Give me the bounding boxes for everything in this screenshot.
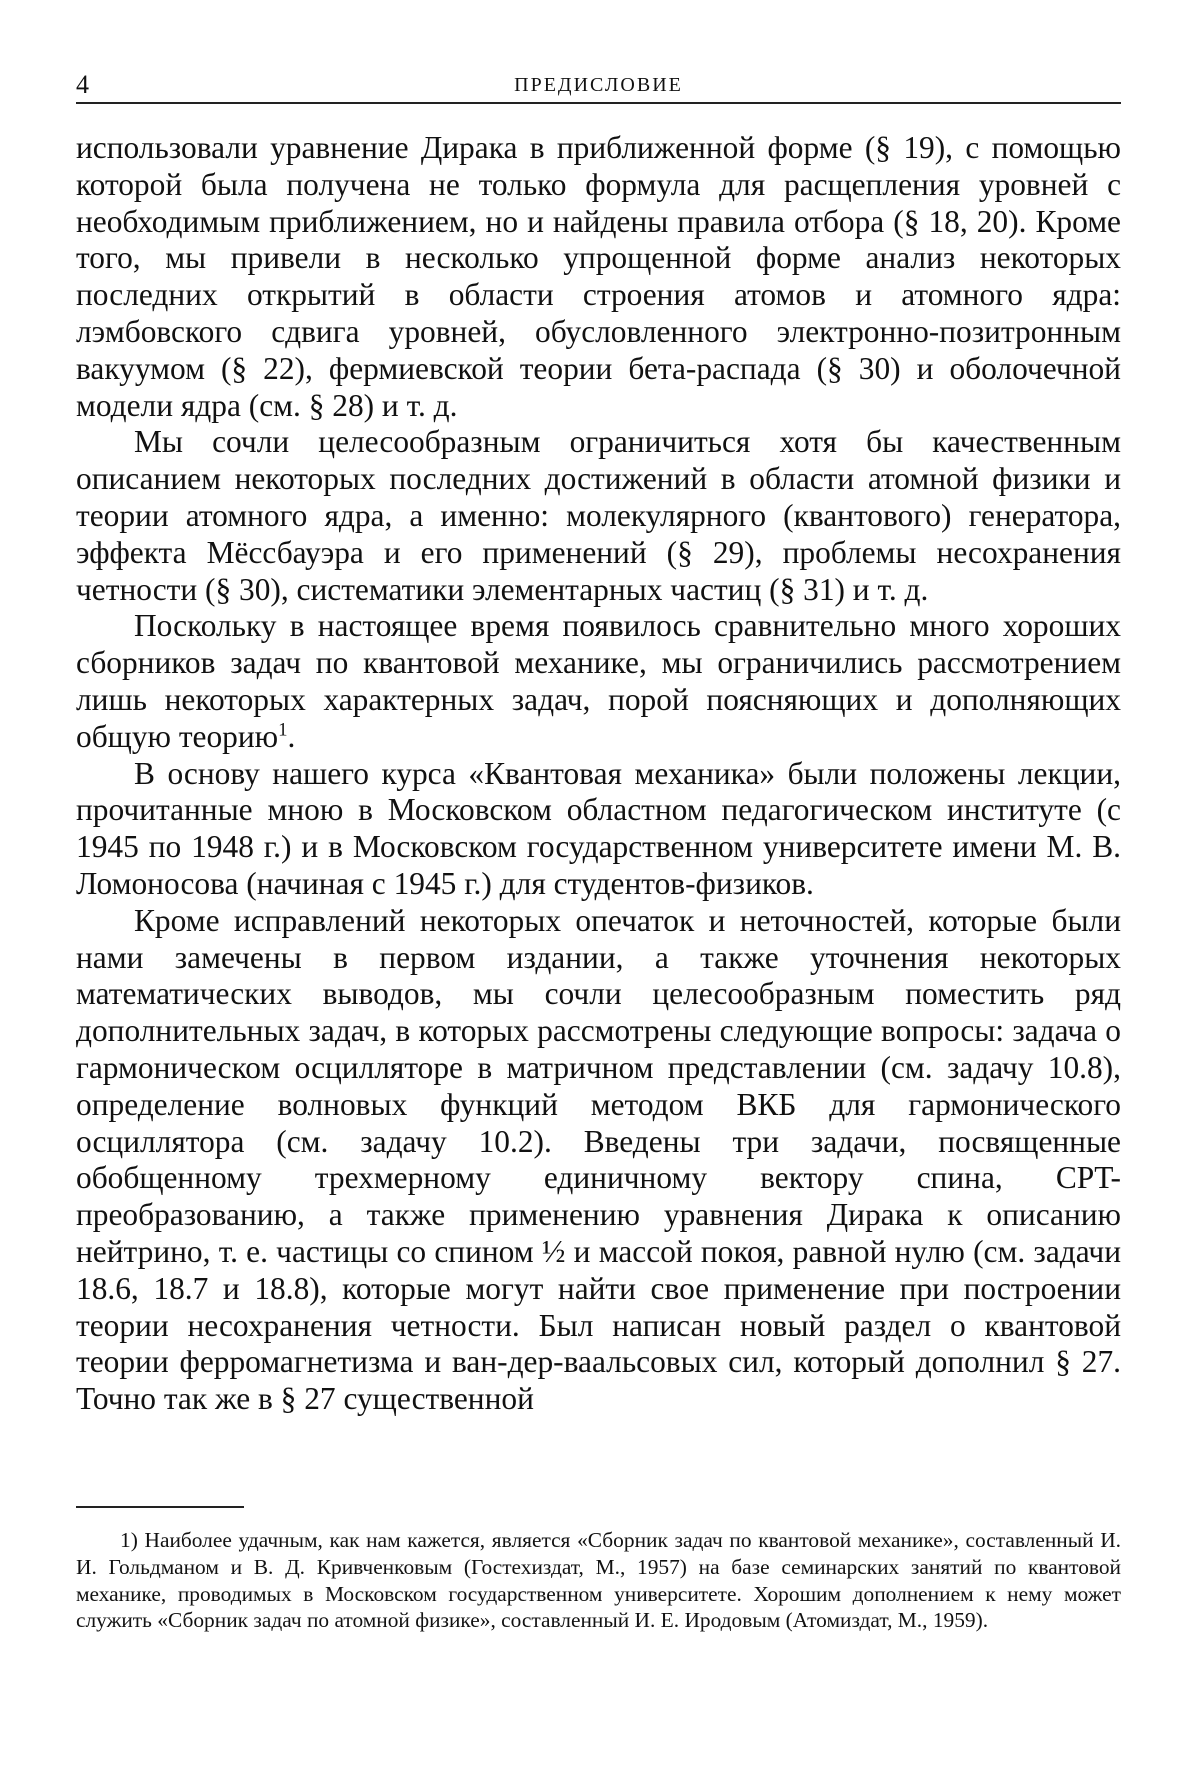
paragraph-3-tail: . [287, 718, 296, 754]
footnote-rule [76, 1506, 244, 1508]
page-header [76, 70, 1121, 104]
page-number: 4 [76, 70, 89, 99]
paragraph-4: В основу нашего курса «Квантовая механика» были положены лекции, прочитанные мною в Московском областном педагогическом институте (с 1945 по 1948 г.) и в Московском государственном университете имени М. В. Ломоносова (начиная с 1945 г.) для студентов-физиков. [76, 755, 1121, 901]
paragraph-5: Кроме исправлений некоторых опечаток и неточностей, которые были нами замечены в первом издании, а также уточнения некоторых математических выводов, мы сочли целесообразным поместить ряд дополнительных задач, в которых рассмотрены следующие вопросы: задача о гармоническом осцилляторе в матричном представлении (см. задачу 10.8), определение волновых функций методом ВКБ для гармонического осциллятора (см. задачу 10.2). Введены три задачи, посвященные обобщенному трехмерному единичному вектору спина, CPT-преобразованию, а также применению уравнения Дирака к описанию нейтрино, т. е. частицы со спином ½ и массой покоя, равной нулю (см. задачи 18.6, 18.7 и 18.8), которые могут найти свое применение при построении теории несохранения четности. Был написан новый раздел о квантовой теории ферромагнетизма и ван-дер-ваальсовых сил, который дополнил § 27. Точно так же в § 27 существенной [76, 902, 1121, 1417]
footnote-reference: 1 [278, 719, 288, 741]
footnote-text: Наиболее удачным, как нам кажется, является «Сборник задач по квантовой механике», составленный И. И. Гольдманом и В. Д. Кривченковым (Гостехиздат, М., 1957) на базе семинарских занятий по квантовой механике, проводимых в Московском государственном университете. Хорошим дополнением к нему может служить «Сборник задач по атомной физике», составленный И. Е. Иродовым (Атомиздат, М., 1959). [76, 1528, 1121, 1633]
footnote-paragraph [76, 1527, 1121, 1634]
paragraph-2: Мы сочли целесообразным ограничиться хотя бы качественным описанием некоторых последних достижений в области атомной физики и теории атомного ядра, а именно: молекулярного (квантового) генератора, эффекта Мёссбауэра и его применений (§ 29), проблемы несохранения четности (§ 30), систематики элементарных частиц (§ 31) и т. д. [76, 424, 1121, 607]
paragraph-1: использовали уравнение Дирака в приближенной форме (§ 19), с помощью которой была получена не только формула для расщепления уровней с необходимым приближением, но и найдены правила отбора (§ 18, 20). Кроме того, мы привели в несколько упрощенной форме анализ некоторых последних открытий в области строения атомов и атомного ядра: лэмбовского сдвига уровней, обусловленного электронно-позитронным вакуумом (§ 22), фермиевской теории бета-распада (§ 30) и оболочечной модели ядра (см. § 28) и т. д. [76, 130, 1121, 423]
paragraph-3-text: Поскольку в настоящее время появилось сравнительно много хороших сборников задач по квантовой механике, мы ограничились рассмотрением лишь некоторых характерных задач, порой поясняющих и дополняющих общую теорию [76, 608, 1121, 754]
footnote [76, 1527, 1121, 1634]
footnote-marker: 1) [120, 1528, 138, 1552]
paragraph-3 [76, 608, 1121, 755]
running-title: ПРЕДИСЛОВИЕ [514, 74, 683, 96]
body-text [76, 130, 1121, 1418]
